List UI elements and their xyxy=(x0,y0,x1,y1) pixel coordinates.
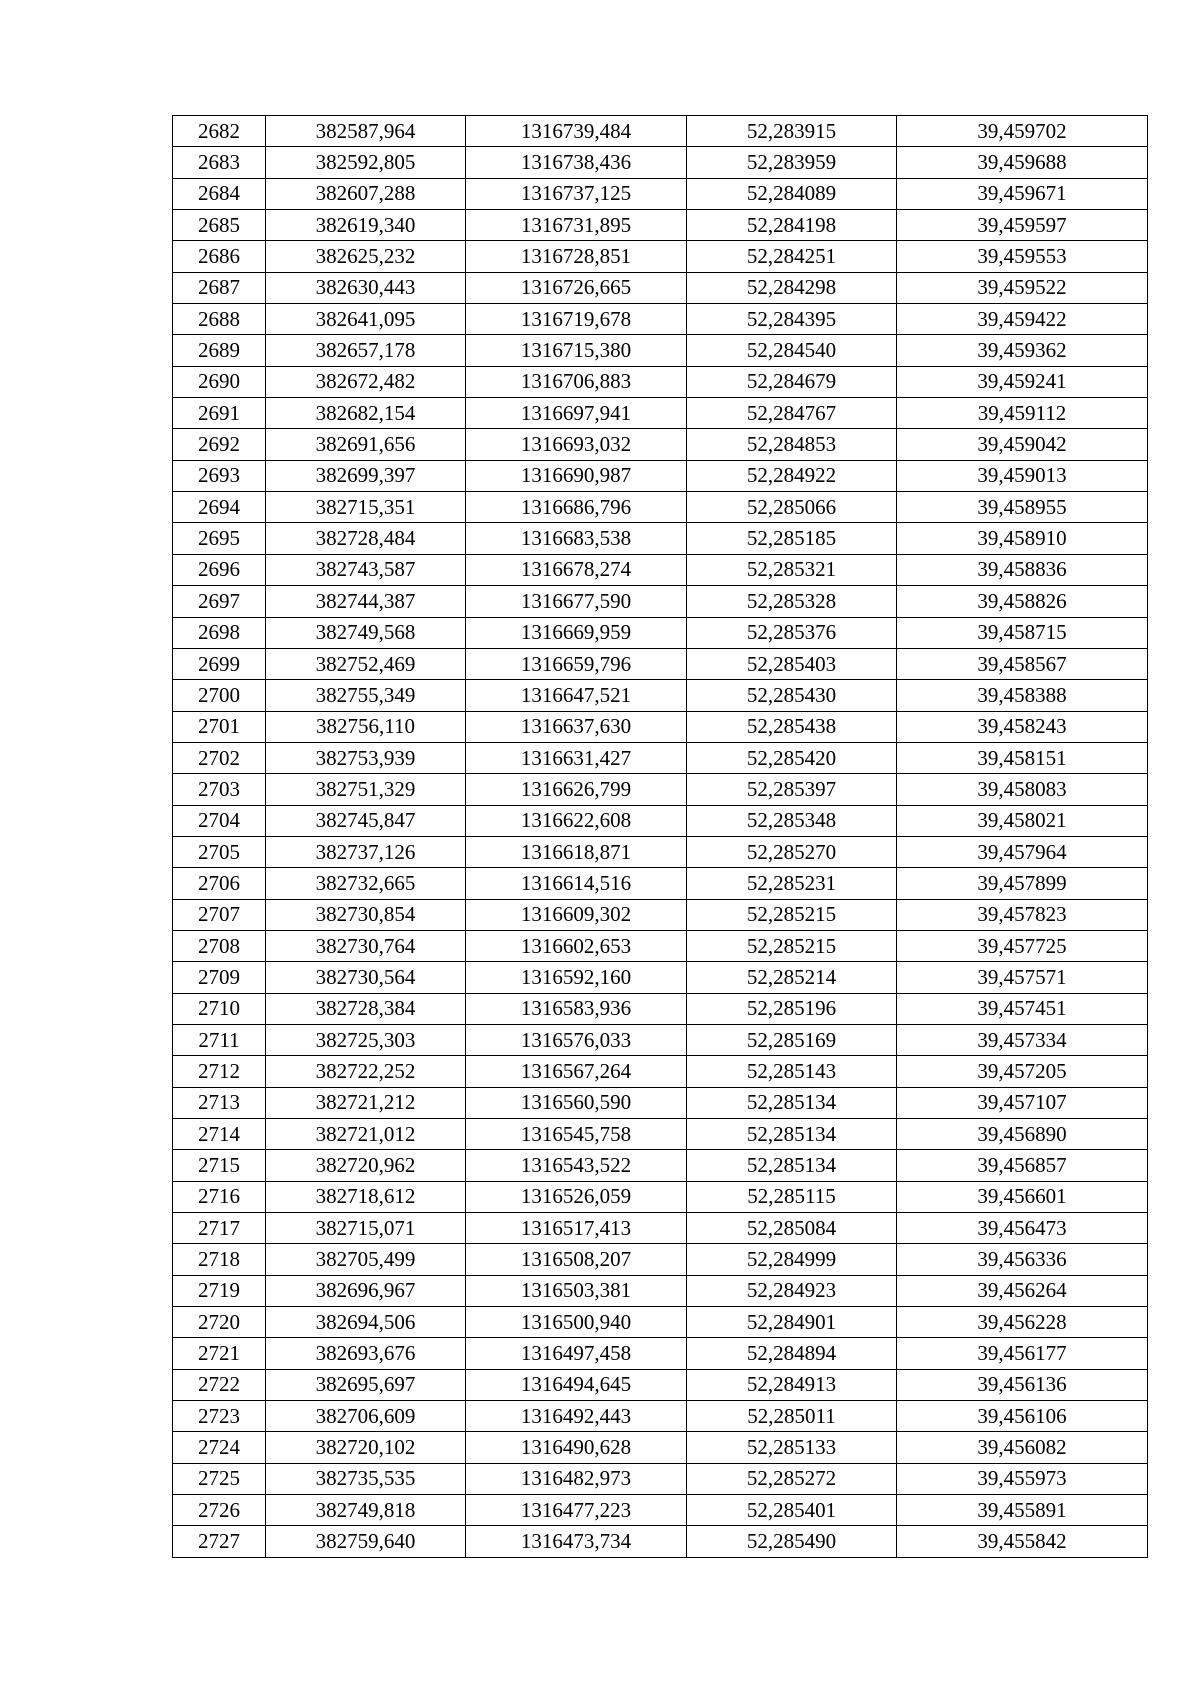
latitude-cell: 52,285397 xyxy=(687,774,897,805)
y-coordinate-cell: 1316631,427 xyxy=(466,742,687,773)
latitude-cell: 52,284894 xyxy=(687,1338,897,1369)
longitude-cell: 39,459241 xyxy=(897,366,1148,397)
longitude-cell: 39,456601 xyxy=(897,1181,1148,1212)
x-coordinate-cell: 382641,095 xyxy=(266,304,466,335)
longitude-cell: 39,457571 xyxy=(897,962,1148,993)
x-coordinate-cell: 382743,587 xyxy=(266,554,466,585)
latitude-cell: 52,284198 xyxy=(687,210,897,241)
latitude-cell: 52,284251 xyxy=(687,241,897,272)
point-number-cell: 2711 xyxy=(173,1024,266,1055)
latitude-cell: 52,284913 xyxy=(687,1369,897,1400)
point-number-cell: 2705 xyxy=(173,836,266,867)
y-coordinate-cell: 1316719,678 xyxy=(466,304,687,335)
table-row xyxy=(173,1432,1148,1463)
x-coordinate-cell: 382745,847 xyxy=(266,805,466,836)
latitude-cell: 52,285321 xyxy=(687,554,897,585)
longitude-cell: 39,457205 xyxy=(897,1056,1148,1087)
longitude-cell: 39,456106 xyxy=(897,1401,1148,1432)
latitude-cell: 52,284767 xyxy=(687,398,897,429)
y-coordinate-cell: 1316726,665 xyxy=(466,272,687,303)
table-row xyxy=(173,1463,1148,1494)
y-coordinate-cell: 1316659,796 xyxy=(466,648,687,679)
table-row xyxy=(173,1401,1148,1432)
coordinates-table xyxy=(172,115,1148,1558)
point-number-cell: 2706 xyxy=(173,868,266,899)
y-coordinate-cell: 1316482,973 xyxy=(466,1463,687,1494)
y-coordinate-cell: 1316602,653 xyxy=(466,930,687,961)
y-coordinate-cell: 1316738,436 xyxy=(466,147,687,178)
latitude-cell: 52,285066 xyxy=(687,492,897,523)
y-coordinate-cell: 1316500,940 xyxy=(466,1307,687,1338)
y-coordinate-cell: 1316592,160 xyxy=(466,962,687,993)
latitude-cell: 52,284853 xyxy=(687,429,897,460)
y-coordinate-cell: 1316545,758 xyxy=(466,1119,687,1150)
latitude-cell: 52,285115 xyxy=(687,1181,897,1212)
x-coordinate-cell: 382693,676 xyxy=(266,1338,466,1369)
point-number-cell: 2703 xyxy=(173,774,266,805)
x-coordinate-cell: 382630,443 xyxy=(266,272,466,303)
x-coordinate-cell: 382706,609 xyxy=(266,1401,466,1432)
longitude-cell: 39,456228 xyxy=(897,1307,1148,1338)
point-number-cell: 2697 xyxy=(173,586,266,617)
x-coordinate-cell: 382751,329 xyxy=(266,774,466,805)
x-coordinate-cell: 382682,154 xyxy=(266,398,466,429)
y-coordinate-cell: 1316543,522 xyxy=(466,1150,687,1181)
table-row xyxy=(173,805,1148,836)
longitude-cell: 39,456336 xyxy=(897,1244,1148,1275)
y-coordinate-cell: 1316503,381 xyxy=(466,1275,687,1306)
latitude-cell: 52,285196 xyxy=(687,993,897,1024)
table-row xyxy=(173,930,1148,961)
point-number-cell: 2718 xyxy=(173,1244,266,1275)
point-number-cell: 2723 xyxy=(173,1401,266,1432)
longitude-cell: 39,459553 xyxy=(897,241,1148,272)
x-coordinate-cell: 382722,252 xyxy=(266,1056,466,1087)
point-number-cell: 2702 xyxy=(173,742,266,773)
latitude-cell: 52,285403 xyxy=(687,648,897,679)
table-row xyxy=(173,1369,1148,1400)
table-row xyxy=(173,680,1148,711)
longitude-cell: 39,459671 xyxy=(897,178,1148,209)
y-coordinate-cell: 1316728,851 xyxy=(466,241,687,272)
longitude-cell: 39,458836 xyxy=(897,554,1148,585)
longitude-cell: 39,458910 xyxy=(897,523,1148,554)
table-row xyxy=(173,648,1148,679)
longitude-cell: 39,457107 xyxy=(897,1087,1148,1118)
y-coordinate-cell: 1316677,590 xyxy=(466,586,687,617)
table-row xyxy=(173,993,1148,1024)
y-coordinate-cell: 1316618,871 xyxy=(466,836,687,867)
latitude-cell: 52,284540 xyxy=(687,335,897,366)
y-coordinate-cell: 1316647,521 xyxy=(466,680,687,711)
table-row xyxy=(173,554,1148,585)
table-row xyxy=(173,742,1148,773)
longitude-cell: 39,455891 xyxy=(897,1495,1148,1526)
y-coordinate-cell: 1316669,959 xyxy=(466,617,687,648)
point-number-cell: 2684 xyxy=(173,178,266,209)
x-coordinate-cell: 382752,469 xyxy=(266,648,466,679)
longitude-cell: 39,458083 xyxy=(897,774,1148,805)
latitude-cell: 52,285376 xyxy=(687,617,897,648)
y-coordinate-cell: 1316567,264 xyxy=(466,1056,687,1087)
table-row xyxy=(173,147,1148,178)
x-coordinate-cell: 382720,102 xyxy=(266,1432,466,1463)
x-coordinate-cell: 382756,110 xyxy=(266,711,466,742)
point-number-cell: 2716 xyxy=(173,1181,266,1212)
point-number-cell: 2714 xyxy=(173,1119,266,1150)
x-coordinate-cell: 382592,805 xyxy=(266,147,466,178)
point-number-cell: 2722 xyxy=(173,1369,266,1400)
table-row xyxy=(173,116,1148,147)
point-number-cell: 2713 xyxy=(173,1087,266,1118)
point-number-cell: 2726 xyxy=(173,1495,266,1526)
x-coordinate-cell: 382720,962 xyxy=(266,1150,466,1181)
longitude-cell: 39,458826 xyxy=(897,586,1148,617)
x-coordinate-cell: 382732,665 xyxy=(266,868,466,899)
point-number-cell: 2710 xyxy=(173,993,266,1024)
table-row xyxy=(173,711,1148,742)
x-coordinate-cell: 382749,568 xyxy=(266,617,466,648)
table-row xyxy=(173,962,1148,993)
y-coordinate-cell: 1316492,443 xyxy=(466,1401,687,1432)
x-coordinate-cell: 382735,535 xyxy=(266,1463,466,1494)
table-row xyxy=(173,1181,1148,1212)
x-coordinate-cell: 382730,764 xyxy=(266,930,466,961)
x-coordinate-cell: 382755,349 xyxy=(266,680,466,711)
x-coordinate-cell: 382691,656 xyxy=(266,429,466,460)
point-number-cell: 2693 xyxy=(173,460,266,491)
latitude-cell: 52,285185 xyxy=(687,523,897,554)
y-coordinate-cell: 1316715,380 xyxy=(466,335,687,366)
y-coordinate-cell: 1316473,734 xyxy=(466,1526,687,1557)
latitude-cell: 52,284999 xyxy=(687,1244,897,1275)
y-coordinate-cell: 1316697,941 xyxy=(466,398,687,429)
x-coordinate-cell: 382619,340 xyxy=(266,210,466,241)
table-row xyxy=(173,1056,1148,1087)
y-coordinate-cell: 1316497,458 xyxy=(466,1338,687,1369)
table-row xyxy=(173,1150,1148,1181)
longitude-cell: 39,458021 xyxy=(897,805,1148,836)
x-coordinate-cell: 382657,178 xyxy=(266,335,466,366)
point-number-cell: 2691 xyxy=(173,398,266,429)
table-row xyxy=(173,429,1148,460)
latitude-cell: 52,285348 xyxy=(687,805,897,836)
latitude-cell: 52,284298 xyxy=(687,272,897,303)
y-coordinate-cell: 1316490,628 xyxy=(466,1432,687,1463)
x-coordinate-cell: 382696,967 xyxy=(266,1275,466,1306)
y-coordinate-cell: 1316560,590 xyxy=(466,1087,687,1118)
point-number-cell: 2708 xyxy=(173,930,266,961)
longitude-cell: 39,455842 xyxy=(897,1526,1148,1557)
longitude-cell: 39,459112 xyxy=(897,398,1148,429)
latitude-cell: 52,285438 xyxy=(687,711,897,742)
y-coordinate-cell: 1316637,630 xyxy=(466,711,687,742)
latitude-cell: 52,284395 xyxy=(687,304,897,335)
table-row xyxy=(173,1307,1148,1338)
x-coordinate-cell: 382715,071 xyxy=(266,1213,466,1244)
point-number-cell: 2694 xyxy=(173,492,266,523)
y-coordinate-cell: 1316693,032 xyxy=(466,429,687,460)
y-coordinate-cell: 1316626,799 xyxy=(466,774,687,805)
table-row xyxy=(173,1275,1148,1306)
point-number-cell: 2685 xyxy=(173,210,266,241)
point-number-cell: 2683 xyxy=(173,147,266,178)
latitude-cell: 52,285169 xyxy=(687,1024,897,1055)
y-coordinate-cell: 1316683,538 xyxy=(466,523,687,554)
latitude-cell: 52,285270 xyxy=(687,836,897,867)
latitude-cell: 52,285134 xyxy=(687,1087,897,1118)
y-coordinate-cell: 1316526,059 xyxy=(466,1181,687,1212)
longitude-cell: 39,458567 xyxy=(897,648,1148,679)
y-coordinate-cell: 1316614,516 xyxy=(466,868,687,899)
longitude-cell: 39,458955 xyxy=(897,492,1148,523)
longitude-cell: 39,459013 xyxy=(897,460,1148,491)
x-coordinate-cell: 382587,964 xyxy=(266,116,466,147)
longitude-cell: 39,455973 xyxy=(897,1463,1148,1494)
latitude-cell: 52,284922 xyxy=(687,460,897,491)
table-row xyxy=(173,366,1148,397)
latitude-cell: 52,283959 xyxy=(687,147,897,178)
x-coordinate-cell: 382730,854 xyxy=(266,899,466,930)
x-coordinate-cell: 382607,288 xyxy=(266,178,466,209)
table-row xyxy=(173,586,1148,617)
x-coordinate-cell: 382721,212 xyxy=(266,1087,466,1118)
x-coordinate-cell: 382705,499 xyxy=(266,1244,466,1275)
x-coordinate-cell: 382759,640 xyxy=(266,1526,466,1557)
latitude-cell: 52,285011 xyxy=(687,1401,897,1432)
point-number-cell: 2689 xyxy=(173,335,266,366)
longitude-cell: 39,456177 xyxy=(897,1338,1148,1369)
longitude-cell: 39,459522 xyxy=(897,272,1148,303)
table-row xyxy=(173,1024,1148,1055)
longitude-cell: 39,456136 xyxy=(897,1369,1148,1400)
longitude-cell: 39,458151 xyxy=(897,742,1148,773)
x-coordinate-cell: 382672,482 xyxy=(266,366,466,397)
y-coordinate-cell: 1316731,895 xyxy=(466,210,687,241)
point-number-cell: 2709 xyxy=(173,962,266,993)
x-coordinate-cell: 382721,012 xyxy=(266,1119,466,1150)
y-coordinate-cell: 1316686,796 xyxy=(466,492,687,523)
point-number-cell: 2690 xyxy=(173,366,266,397)
y-coordinate-cell: 1316508,207 xyxy=(466,1244,687,1275)
table-row xyxy=(173,899,1148,930)
table-row xyxy=(173,241,1148,272)
latitude-cell: 52,284089 xyxy=(687,178,897,209)
table-row xyxy=(173,398,1148,429)
latitude-cell: 52,284679 xyxy=(687,366,897,397)
latitude-cell: 52,283915 xyxy=(687,116,897,147)
table-row xyxy=(173,1338,1148,1369)
table-row xyxy=(173,178,1148,209)
table-row xyxy=(173,335,1148,366)
y-coordinate-cell: 1316494,645 xyxy=(466,1369,687,1400)
table-row xyxy=(173,304,1148,335)
point-number-cell: 2682 xyxy=(173,116,266,147)
table-row xyxy=(173,1526,1148,1557)
latitude-cell: 52,285143 xyxy=(687,1056,897,1087)
latitude-cell: 52,285134 xyxy=(687,1119,897,1150)
point-number-cell: 2725 xyxy=(173,1463,266,1494)
latitude-cell: 52,285215 xyxy=(687,930,897,961)
y-coordinate-cell: 1316517,413 xyxy=(466,1213,687,1244)
x-coordinate-cell: 382737,126 xyxy=(266,836,466,867)
longitude-cell: 39,457334 xyxy=(897,1024,1148,1055)
table-row xyxy=(173,460,1148,491)
y-coordinate-cell: 1316690,987 xyxy=(466,460,687,491)
x-coordinate-cell: 382625,232 xyxy=(266,241,466,272)
latitude-cell: 52,285401 xyxy=(687,1495,897,1526)
longitude-cell: 39,459042 xyxy=(897,429,1148,460)
point-number-cell: 2720 xyxy=(173,1307,266,1338)
y-coordinate-cell: 1316622,608 xyxy=(466,805,687,836)
point-number-cell: 2724 xyxy=(173,1432,266,1463)
x-coordinate-cell: 382728,484 xyxy=(266,523,466,554)
point-number-cell: 2727 xyxy=(173,1526,266,1557)
y-coordinate-cell: 1316576,033 xyxy=(466,1024,687,1055)
longitude-cell: 39,458715 xyxy=(897,617,1148,648)
point-number-cell: 2696 xyxy=(173,554,266,585)
longitude-cell: 39,458388 xyxy=(897,680,1148,711)
x-coordinate-cell: 382730,564 xyxy=(266,962,466,993)
longitude-cell: 39,457964 xyxy=(897,836,1148,867)
point-number-cell: 2721 xyxy=(173,1338,266,1369)
longitude-cell: 39,457823 xyxy=(897,899,1148,930)
longitude-cell: 39,459597 xyxy=(897,210,1148,241)
latitude-cell: 52,285328 xyxy=(687,586,897,617)
latitude-cell: 52,285084 xyxy=(687,1213,897,1244)
point-number-cell: 2712 xyxy=(173,1056,266,1087)
longitude-cell: 39,456473 xyxy=(897,1213,1148,1244)
x-coordinate-cell: 382715,351 xyxy=(266,492,466,523)
y-coordinate-cell: 1316706,883 xyxy=(466,366,687,397)
x-coordinate-cell: 382753,939 xyxy=(266,742,466,773)
longitude-cell: 39,457899 xyxy=(897,868,1148,899)
table-row xyxy=(173,1087,1148,1118)
point-number-cell: 2686 xyxy=(173,241,266,272)
point-number-cell: 2700 xyxy=(173,680,266,711)
longitude-cell: 39,459422 xyxy=(897,304,1148,335)
latitude-cell: 52,285420 xyxy=(687,742,897,773)
point-number-cell: 2687 xyxy=(173,272,266,303)
table-row xyxy=(173,1119,1148,1150)
y-coordinate-cell: 1316609,302 xyxy=(466,899,687,930)
latitude-cell: 52,284901 xyxy=(687,1307,897,1338)
point-number-cell: 2699 xyxy=(173,648,266,679)
table-row xyxy=(173,1495,1148,1526)
x-coordinate-cell: 382728,384 xyxy=(266,993,466,1024)
longitude-cell: 39,457725 xyxy=(897,930,1148,961)
point-number-cell: 2695 xyxy=(173,523,266,554)
table-row xyxy=(173,210,1148,241)
latitude-cell: 52,285134 xyxy=(687,1150,897,1181)
latitude-cell: 52,285214 xyxy=(687,962,897,993)
y-coordinate-cell: 1316739,484 xyxy=(466,116,687,147)
table-row xyxy=(173,774,1148,805)
y-coordinate-cell: 1316477,223 xyxy=(466,1495,687,1526)
point-number-cell: 2717 xyxy=(173,1213,266,1244)
latitude-cell: 52,285133 xyxy=(687,1432,897,1463)
x-coordinate-cell: 382695,697 xyxy=(266,1369,466,1400)
table-row xyxy=(173,272,1148,303)
point-number-cell: 2701 xyxy=(173,711,266,742)
latitude-cell: 52,285430 xyxy=(687,680,897,711)
x-coordinate-cell: 382718,612 xyxy=(266,1181,466,1212)
longitude-cell: 39,456082 xyxy=(897,1432,1148,1463)
table-row xyxy=(173,836,1148,867)
x-coordinate-cell: 382699,397 xyxy=(266,460,466,491)
latitude-cell: 52,285231 xyxy=(687,868,897,899)
longitude-cell: 39,459702 xyxy=(897,116,1148,147)
point-number-cell: 2688 xyxy=(173,304,266,335)
table-row xyxy=(173,617,1148,648)
longitude-cell: 39,456890 xyxy=(897,1119,1148,1150)
latitude-cell: 52,285215 xyxy=(687,899,897,930)
x-coordinate-cell: 382725,303 xyxy=(266,1024,466,1055)
point-number-cell: 2719 xyxy=(173,1275,266,1306)
longitude-cell: 39,458243 xyxy=(897,711,1148,742)
table-row xyxy=(173,523,1148,554)
table-body xyxy=(173,116,1148,1558)
y-coordinate-cell: 1316678,274 xyxy=(466,554,687,585)
y-coordinate-cell: 1316737,125 xyxy=(466,178,687,209)
longitude-cell: 39,456264 xyxy=(897,1275,1148,1306)
longitude-cell: 39,459362 xyxy=(897,335,1148,366)
point-number-cell: 2715 xyxy=(173,1150,266,1181)
x-coordinate-cell: 382694,506 xyxy=(266,1307,466,1338)
latitude-cell: 52,285490 xyxy=(687,1526,897,1557)
x-coordinate-cell: 382749,818 xyxy=(266,1495,466,1526)
point-number-cell: 2698 xyxy=(173,617,266,648)
table-row xyxy=(173,492,1148,523)
longitude-cell: 39,457451 xyxy=(897,993,1148,1024)
table-row xyxy=(173,1213,1148,1244)
latitude-cell: 52,284923 xyxy=(687,1275,897,1306)
longitude-cell: 39,459688 xyxy=(897,147,1148,178)
longitude-cell: 39,456857 xyxy=(897,1150,1148,1181)
x-coordinate-cell: 382744,387 xyxy=(266,586,466,617)
table-row xyxy=(173,1244,1148,1275)
point-number-cell: 2707 xyxy=(173,899,266,930)
latitude-cell: 52,285272 xyxy=(687,1463,897,1494)
y-coordinate-cell: 1316583,936 xyxy=(466,993,687,1024)
point-number-cell: 2692 xyxy=(173,429,266,460)
point-number-cell: 2704 xyxy=(173,805,266,836)
table-row xyxy=(173,868,1148,899)
